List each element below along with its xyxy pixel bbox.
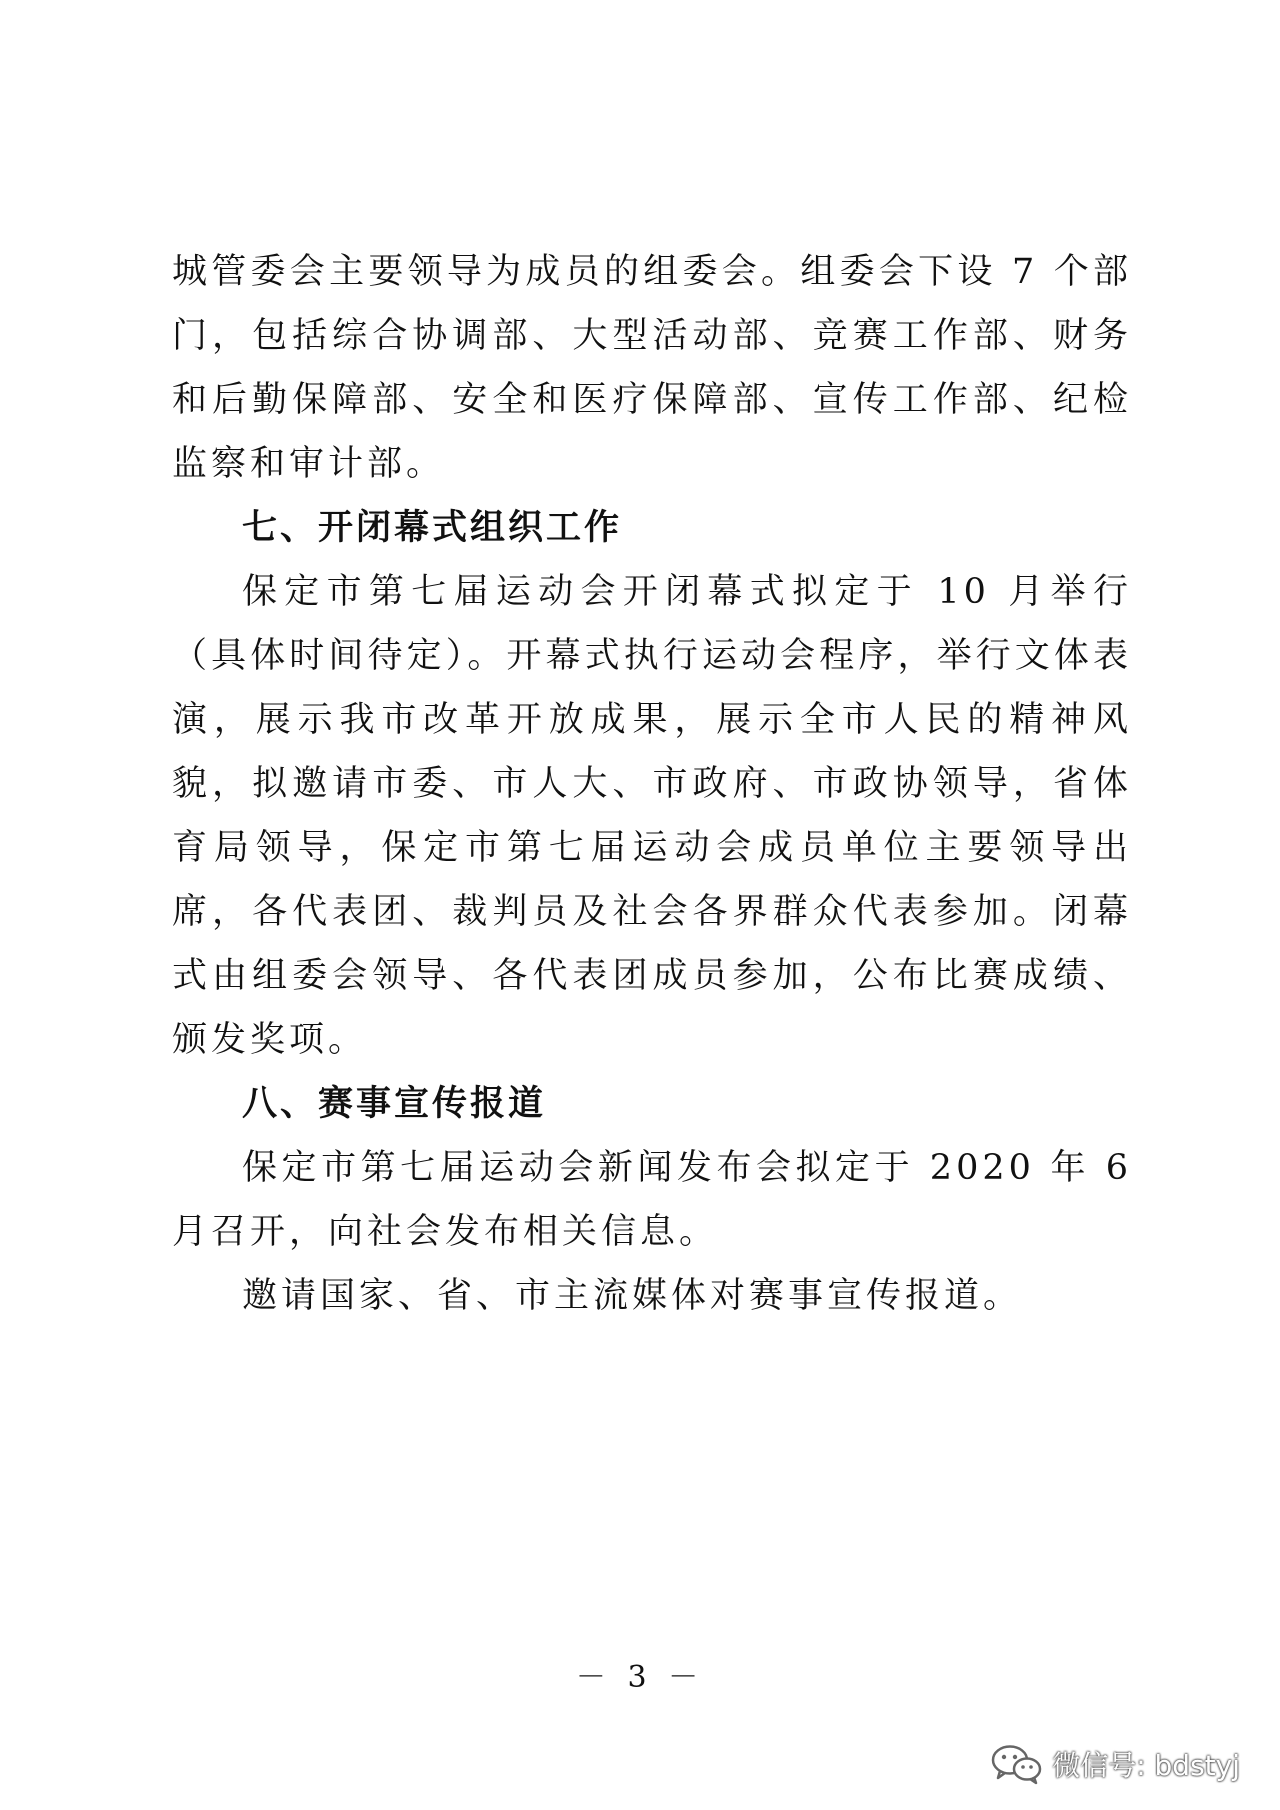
wechat-watermark [990, 1740, 1240, 1788]
watermark-text: 微信号: bdstyj [1052, 1749, 1240, 1782]
paragraph-press-conference: 保定市第七届运动会新闻发布会拟定于 2020 年 6 月召开，向社会发布相关信息。 [172, 1148, 1132, 1252]
page-number: － 3 － [575, 1660, 705, 1695]
paragraph-committee: 城管委会主要领导为成员的组委会。组委会下设 7 个部门，包括综合协调部、大型活动部、竞赛工作部、财务和后勤保障部、安全和医疗保障部、宣传工作部、纪检监察和审计部。 [172, 252, 1132, 484]
wechat-icon [990, 1743, 1044, 1785]
heading-publicity: 八、赛事宣传报道 [242, 1084, 547, 1124]
paragraph-media-invitation: 邀请国家、省、市主流媒体对赛事宣传报道。 [242, 1276, 1023, 1316]
paragraph-ceremony: 保定市第七届运动会开闭幕式拟定于 10 月举行（具体时间待定）。开幕式执行运动会程序，举行文体表演，展示我市改革开放成果，展示全市人民的精神风貌，拟邀请市委、市人大、市政府、市政协领导，省体育局领导，保定市第七届运动会成员单位主要领导出席，各代表团、裁判员及社会各界群众代表参加。闭幕式由组委会领导、各代表团成员参加，公布比赛成绩、颁发奖项。 [172, 572, 1132, 1060]
heading-ceremony: 七、开闭幕式组织工作 [242, 508, 623, 548]
document-body [172, 240, 1132, 1328]
